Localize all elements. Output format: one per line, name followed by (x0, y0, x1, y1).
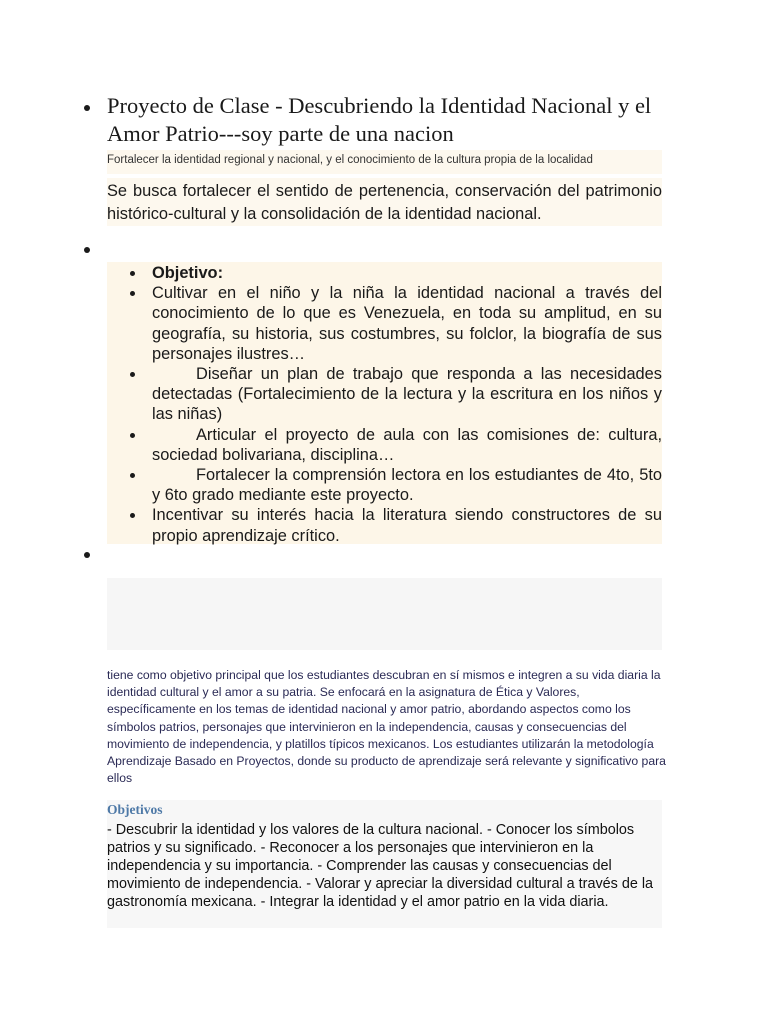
objective-text: Fortalecer la comprensión lectora en los estudiantes de 4to, 5to y 6to grado mediante este proyecto. (152, 466, 662, 505)
bullet-marker (130, 271, 135, 276)
list-item (107, 283, 662, 364)
subtitle: Fortalecer la identidad regional y nacional, y el conocimiento de la cultura propia de la localidad (107, 150, 662, 174)
objectives-list (107, 263, 662, 546)
bullet-marker (84, 552, 90, 558)
bullet-marker (84, 105, 90, 111)
list-item (107, 465, 662, 505)
bullet-marker (130, 433, 135, 438)
objectives-section (107, 262, 662, 544)
list-item (107, 364, 662, 425)
bullet-marker (130, 291, 135, 296)
bullet-marker (130, 473, 135, 478)
bullet-marker (84, 247, 90, 253)
objectives-summary-text: - Descubrir la identidad y los valores de la cultura nacional. - Conocer los símbolos patrios y su significado. - Reconocer a los personajes que intervinieron en la independencia y su importancia. - Comprender las causas y consecuencias del movimiento de independencia. - Valorar y apreciar la diversidad cultural a través de la gastronomía mexicana. - Integrar la identidad y el amor patrio en la vida diaria. (107, 822, 654, 910)
objective-text: Incentivar su interés hacia la literatura siendo constructores de su propio aprendizaje crítico. (152, 506, 662, 545)
list-item (107, 263, 662, 283)
objective-text: Cultivar en el niño y la niña la identidad nacional a través del conocimiento de lo que es Venezuela, en toda su amplitud, en su geografía, su historia, sus costumbres, su folclor, la biografía de sus personajes ilustres… (152, 284, 662, 363)
bullet-marker (130, 513, 135, 518)
objective-text: Articular el proyecto de aula con las comisiones de: cultura, sociedad bolivariana, disciplina… (152, 425, 662, 464)
page-title: Proyecto de Clase - Descubriendo la Identidad Nacional y el Amor Patrio---soy parte de una nacion (107, 93, 652, 146)
objective-text: Diseñar un plan de trabajo que responda a las necesidades detectadas (Fortalecimiento de la lectura y la escritura en los niños y las niñas) (152, 365, 662, 424)
objectives-summary-section (107, 800, 662, 928)
empty-content-block (107, 578, 662, 650)
list-item (107, 505, 662, 545)
intro-paragraph: Se busca fortalecer el sentido de pertenencia, conservación del patrimonio histórico-cultural y la consolidación de la identidad nacional. (107, 178, 662, 226)
description-paragraph: tiene como objetivo principal que los estudiantes descubran en sí mismos e integren a su vida diaria la identidad cultural y el amor a su patria. Se enfocará en la asignatura de Ética y Valores, específicamente en los temas de identidad nacional y amor patrio, abordando aspectos como los símbolos patrios, personajes que intervinieron en la independencia, causas y consecuencias del movimiento de independencia, y platillos típicos mexicanos. Los estudiantes utilizarán la metodología Aprendizaje Basado en Proyectos, donde su producto de aprendizaje será relevante y significativo para ellos (107, 668, 666, 786)
objectives-summary-heading: Objetivos (107, 802, 163, 817)
objectives-heading: Objetivo: (152, 264, 224, 282)
bullet-marker (130, 372, 135, 377)
list-item (107, 425, 662, 465)
